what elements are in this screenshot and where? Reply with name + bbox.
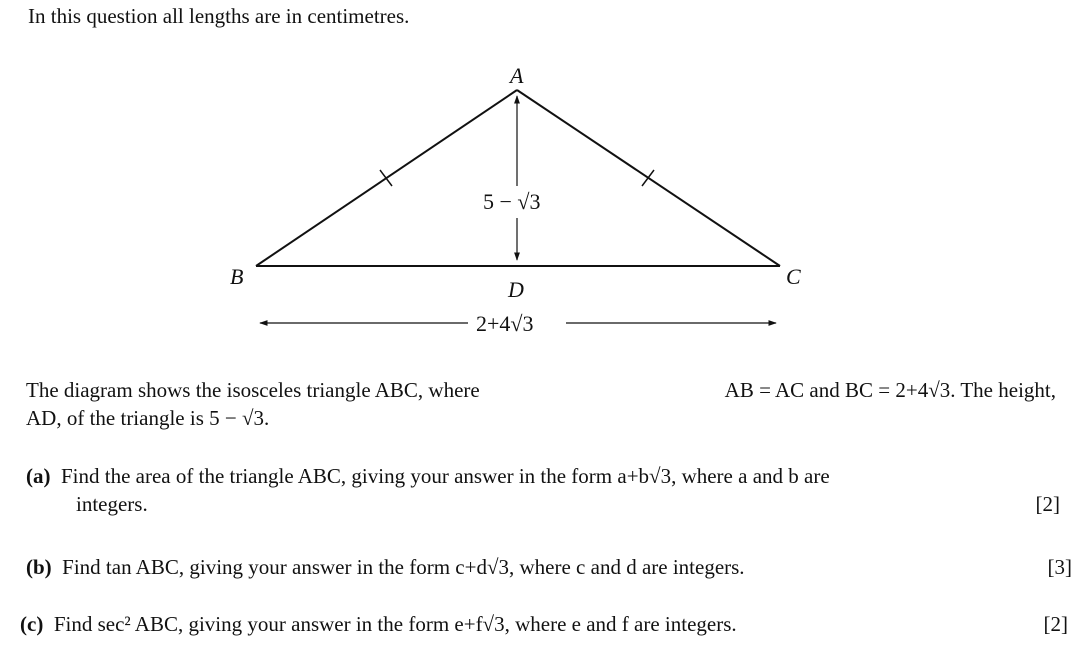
question-b-marks: [3]	[1047, 555, 1072, 579]
vertex-label-b: B	[230, 264, 244, 289]
question-c	[20, 610, 1068, 638]
vertex-label-a: A	[510, 63, 524, 88]
question-b-label: (b)	[26, 555, 52, 579]
question-c-label: (c)	[20, 612, 44, 636]
question-c-marks: [2]	[1043, 612, 1068, 636]
question-a-label: (a)	[26, 464, 51, 488]
tick-mark-ab	[380, 170, 392, 186]
intro-text: In this question all lengths are in centimetres.	[28, 4, 410, 28]
question-a-line1: Find the area of the triangle ABC, giving your answer in the form a+b√3, where a and b are	[61, 464, 830, 488]
question-a-marks: [2]	[1035, 492, 1060, 516]
question-a-line2: integers.	[76, 492, 148, 516]
description-paragraph	[26, 376, 1056, 432]
description-line1-left: The diagram shows the isosceles triangle ABC, where	[26, 378, 480, 402]
base-label: 2+4√3	[476, 311, 534, 336]
vertex-label-d: D	[508, 277, 524, 302]
vertex-label-c: C	[786, 264, 801, 289]
question-c-text: Find sec² ABC, giving your answer in the form e+f√3, where e and f are integers.	[53, 612, 737, 636]
description-line1-right: AB = AC and BC = 2+4√3. The height,	[724, 378, 1056, 402]
description-line2: AD, of the triangle is 5 − √3.	[26, 406, 270, 430]
question-b-text: Find tan ABC, giving your answer in the form c+d√3, where c and d are integers.	[62, 555, 745, 579]
tick-mark-ac	[642, 170, 654, 186]
question-b	[26, 553, 1072, 581]
question-a	[26, 462, 1060, 518]
height-label: 5 − √3	[483, 189, 541, 214]
